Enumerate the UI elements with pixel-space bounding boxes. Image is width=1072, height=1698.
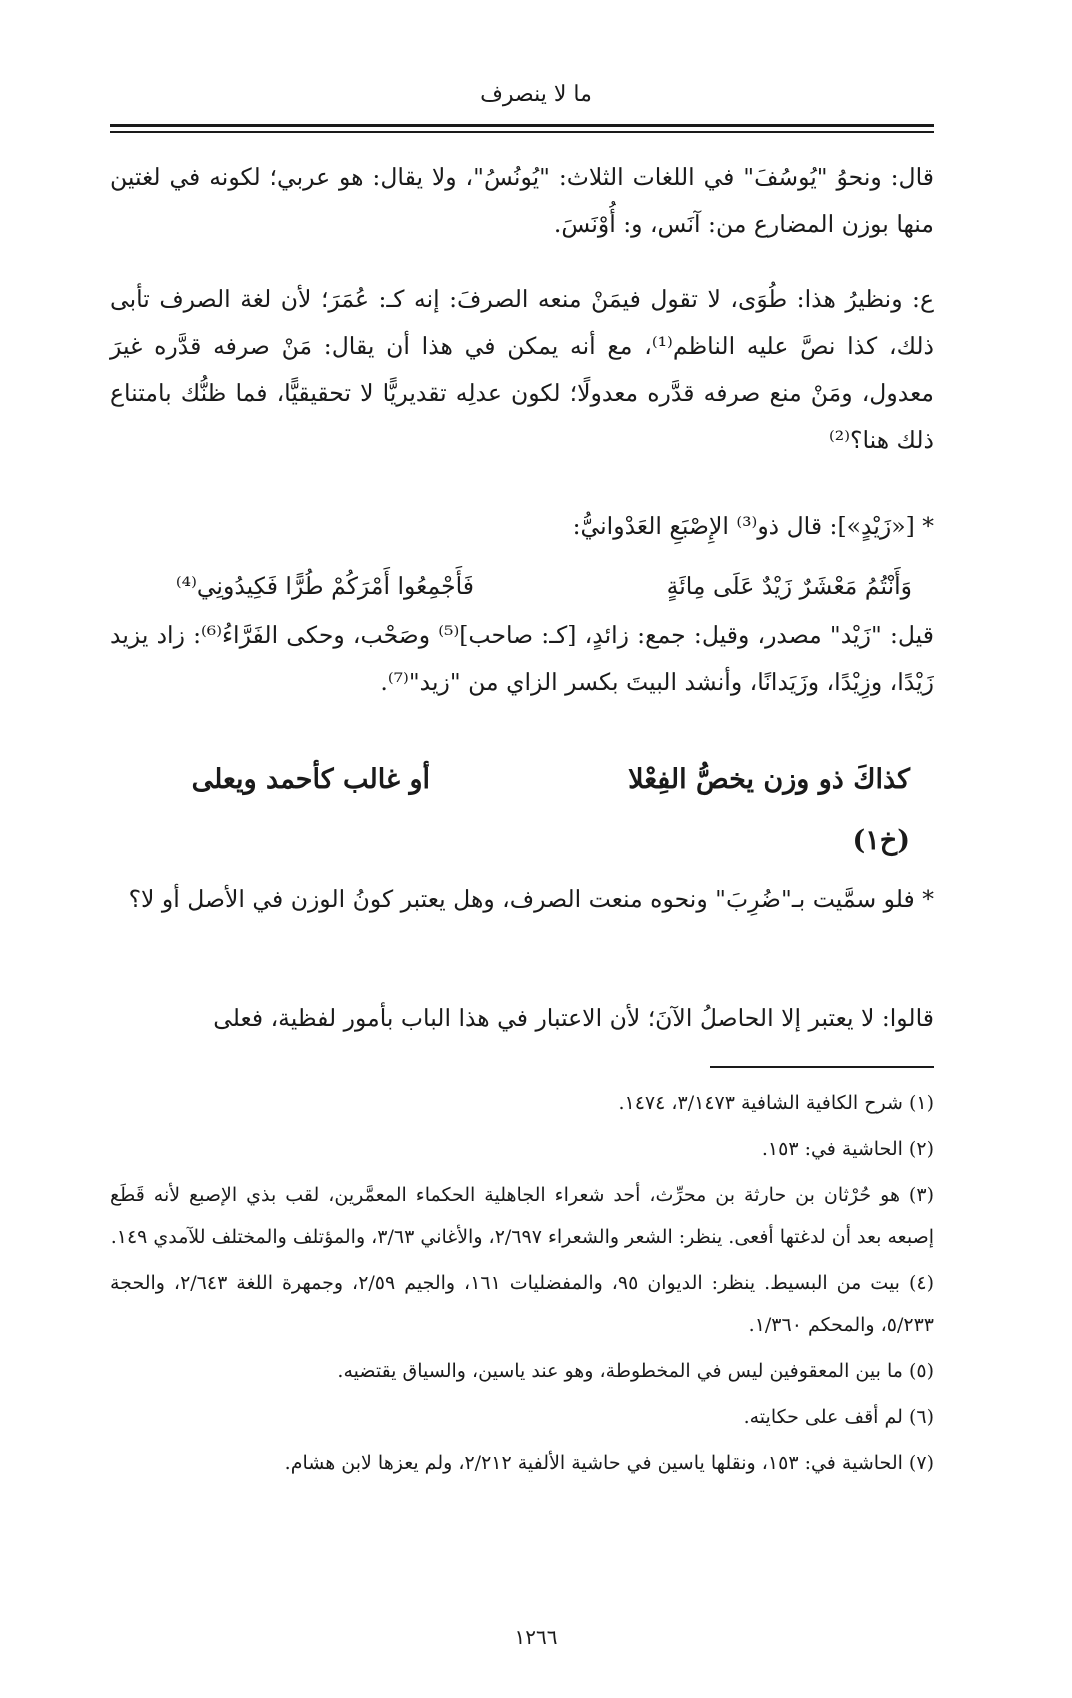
paragraph-5: * فلو سمَّيت بـ"ضُرِبَ" ونحوه منعت الصرف، وهل يعتبر كونُ الوزن في الأصل أو لا؟: [128, 885, 934, 913]
footnote-4: (٤) بيت من البسيط. ينظر: الديوان ٩٥، والمفضليات ١٦١، والجيم ٢/٥٩، وجمهرة اللغة ٢/٦٤٣، والحجة ٥/٢٣٣، والمحكم ١/٣٦٠.: [110, 1272, 934, 1336]
poetry-verse: [110, 563, 934, 610]
alfiya-first-hemistich: كذاكَ ذو وزن يخصُّ الفِعْلا: [628, 764, 910, 795]
header-rule-thin: [110, 131, 934, 133]
paragraph-1: قال: ونحوُ "يُوسُفَ" في اللغات الثلاث: "يُونُسُ"، ولا يقال: هو عربي؛ لكونه في لغتين منها بوزن المضارع من: آنَس، و: أُوْنَسَ.: [110, 163, 934, 238]
alfiya-code: (خ۱): [852, 825, 910, 856]
footnote-separator: [710, 1066, 934, 1068]
paragraph-4: قيل: "زَيْد" مصدر، وقيل: جمع: زائدٍ، [كـ: صاحب]⁽⁵⁾ وصَحْب، وحكى الفَرَّاءُ⁽⁶⁾: زاد يزيد زَيْدًا، وزِيْدًا، وزَيَدانًا، وأنشد البيتَ بكسر الزاي من "زيد"⁽⁷⁾.: [110, 621, 934, 696]
footnote-1: (١) شرح الكافية الشافية ٣/١٤٧٣، ١٤٧٤.: [618, 1092, 934, 1114]
footnote-5: (٥) ما بين المعقوفين ليس في المخطوطة، وهو عند ياسين، والسياق يقتضيه.: [337, 1360, 934, 1382]
footnote-2: (٢) الحاشية في: ١٥٣.: [761, 1138, 934, 1160]
running-header: ما لا ينصرف: [480, 82, 592, 107]
footnotes: [110, 1082, 934, 1488]
header-rule-thick: [110, 124, 934, 127]
footnote-3: (٣) هو حُرْثان بن حارثة بن محرِّث، أحد شعراء الجاهلية الحكماء المعمَّرين، لقب بذي الإصبع لأنه قَطَع إصبعه بعد أن لدغتها أفعى. ينظر: الشعر والشعراء ٢/٦٩٧، والأغاني ٣/٦٣، والمؤتلف والمختلف للآمدي ١٤٩.: [110, 1184, 934, 1248]
verse-first-hemistich: وَأَنْتُمُ مَعْشَرٌ زَيْدٌ عَلَى مِائَةٍ: [666, 572, 912, 600]
footnote-6: (٦) لم أقف على حكايته.: [743, 1406, 934, 1428]
alfiya-second-hemistich: أو غالب كأحمد ويعلى: [191, 764, 430, 795]
verse-second-hemistich: فَأَجْمِعُوا أَمْرَكُمْ طُرًّا فَكِيدُونِي⁽⁴⁾: [175, 572, 474, 600]
paragraph-2: ع: ونظيرُ هذا: طُوَى، لا تقول فيمَنْ منعه الصرفَ: إنه كـ: عُمَرَ؛ لأن لغة الصرف تأبى ذلك، كذا نصَّ عليه الناظم⁽¹⁾، مع أنه يمكن في هذا أن يقال: مَنْ صرفه قدَّره غيرَ معدول، ومَنْ منع صرفه قدَّره معدولًا؛ لكون عدلِه تقديريًّا لا تحقيقيًّا، فما ظنُّك بامتناع ذلك هنا؟⁽²⁾: [110, 285, 934, 454]
paragraph-6: قالوا: لا يعتبر إلا الحاصلُ الآنَ؛ لأن الاعتبار في هذا الباب بأمور لفظية، فعلى: [213, 1004, 934, 1032]
paragraph-3: * [«زَيْدٍ»]: قال ذو⁽³⁾ الإِصْبَعِ العَدْوانيُّ:: [572, 512, 934, 540]
page-number: ١٢٦٦: [514, 1625, 558, 1649]
footnote-7: (٧) الحاشية في: ١٥٣، ونقلها ياسين في حاشية الألفية ٢/٢١٢، ولم يعزها لابن هشام.: [284, 1452, 934, 1474]
alfiya-verse: [110, 750, 910, 810]
